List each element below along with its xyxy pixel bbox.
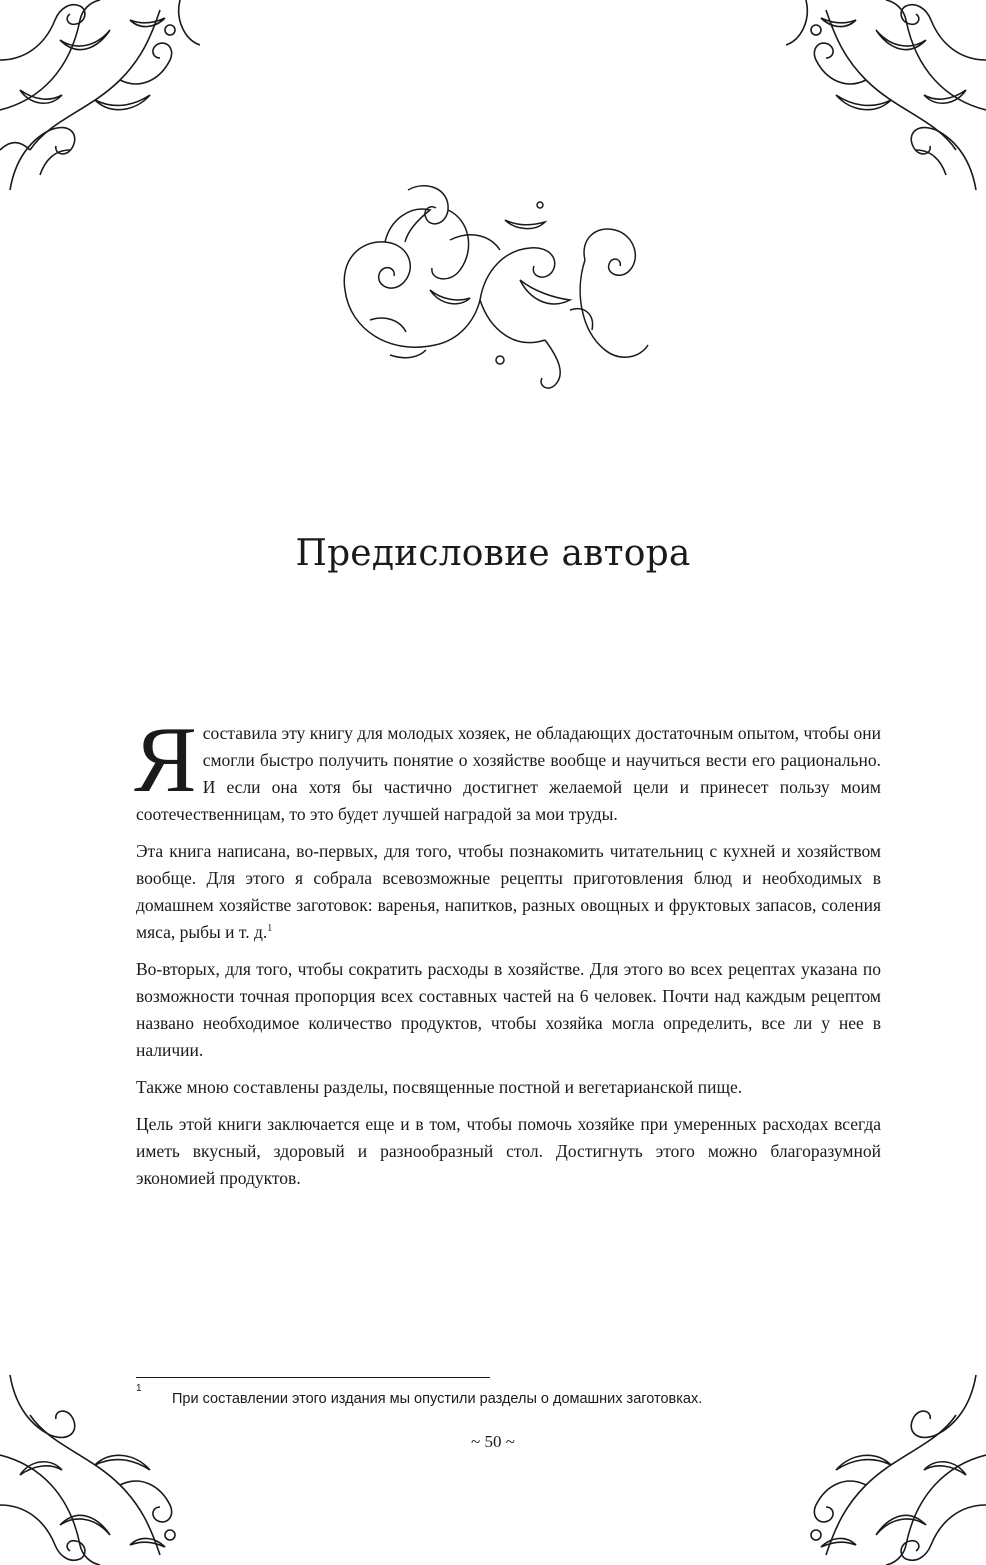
footnote-number: 1 xyxy=(136,1383,142,1394)
footnote-reference: 1 xyxy=(267,923,273,935)
floral-corner-top-right-icon xyxy=(786,0,986,200)
page-title: Предисловие автора xyxy=(295,533,691,574)
footnote-text: При составлении этого издания мы опустили разделы о домашних заготовках. xyxy=(172,1391,703,1407)
floral-swirl-icon xyxy=(330,180,660,395)
footnote-divider xyxy=(136,1377,490,1378)
floral-corner-bottom-right-icon xyxy=(786,1365,986,1565)
page-number: ~ 50 ~ xyxy=(471,1432,515,1451)
drop-cap: Я xyxy=(134,708,197,812)
paragraph-purpose xyxy=(136,838,881,946)
body-text xyxy=(134,708,881,1202)
floral-corner-top-left-icon xyxy=(0,0,200,200)
paragraph-intro-text: составила эту книгу для молодых хозяек, не обладающих достаточным опытом, чтобы они смогли быстро получить понятие о хозяйстве вообще и научиться вести его рационально. И если она хотя бы частично достигнет желаемой цели и принесет пользу моим соотечественницам, то это будет лучшей наградой за мои труды. xyxy=(136,723,881,824)
paragraph-sections: Также мною составлены разделы, посвященные постной и вегетарианской пище. xyxy=(136,1077,743,1097)
paragraph-economy: Во-вторых, для того, чтобы сократить расходы в хозяйстве. Для этого во всех рецептах указана по возможности точная пропорция всех составных частей на 6 человек. Почти над каждым рецептом названо необходимое количество продуктов, чтобы хозяйка могла определить, все ли у нее в наличии. xyxy=(136,959,881,1060)
paragraph-goal: Цель этой книги заключается еще и в том, чтобы помочь хозяйке при умеренных расходах всегда иметь вкусный, здоровый и разнообразный стол. Достигнуть этого можно благоразумной экономией продуктов. xyxy=(136,1114,881,1188)
paragraph-purpose-text: Эта книга написана, во-первых, для того, чтобы познакомить читательниц с кухней и хозяйством вообще. Для этого я собрала всевозможные рецепты приготовления блюд и необходимых в домашнем хозяйстве заготовок: варенья, напитков, разных овощных и фруктовых запасов, соления мяса, рыбы и т. д. xyxy=(136,841,881,942)
paragraph-intro xyxy=(134,708,881,828)
floral-corner-bottom-left-icon xyxy=(0,1365,200,1565)
